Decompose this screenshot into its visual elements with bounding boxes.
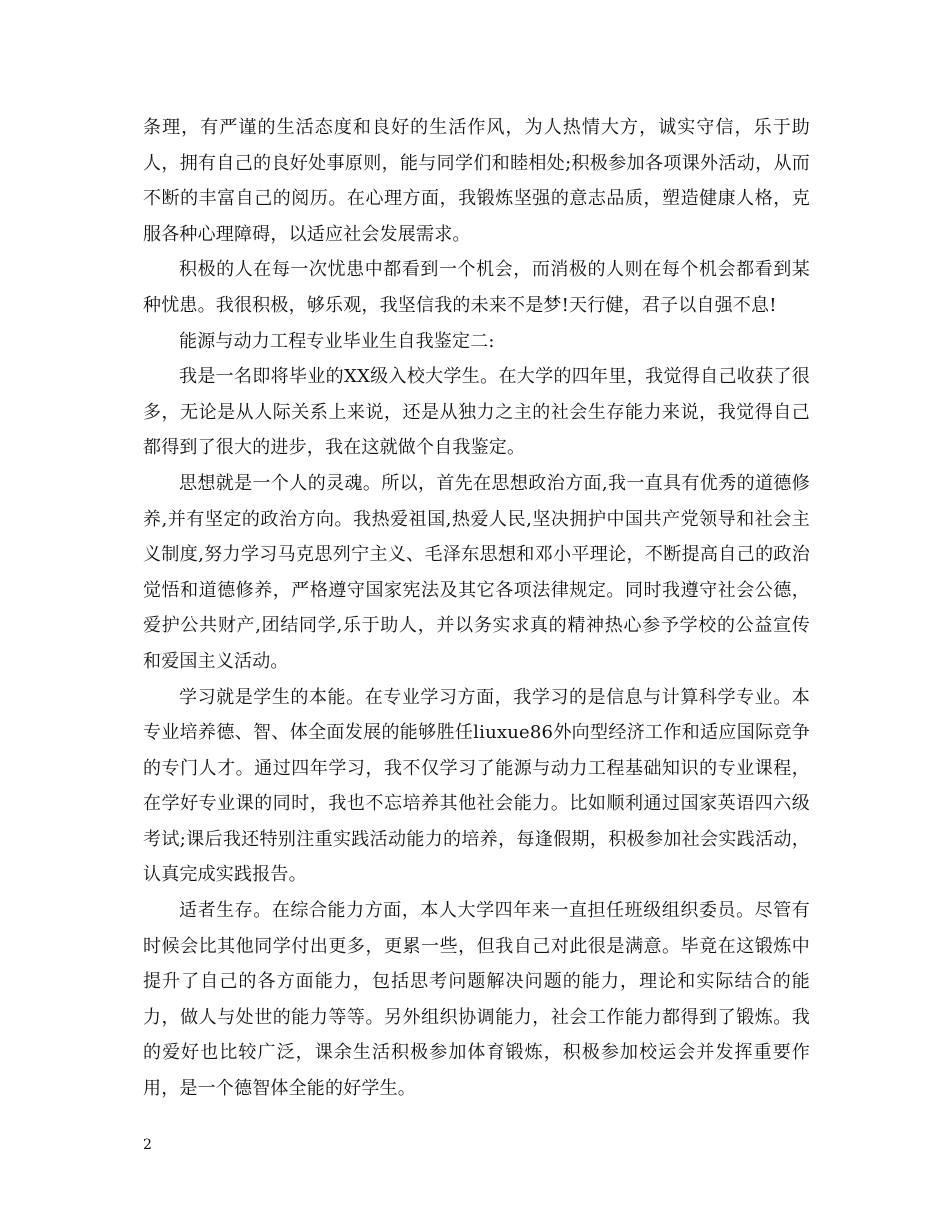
paragraph-study: 学习就是学生的本能。在专业学习方面，我学习的是信息与计算科学专业。本专业培养德、智、体全面发展的能够胜任liuxue86外向型经济工作和适应国际竞争的专门人才。通过四年学习，我不仅学习了能源与动力工程基础知识的专业课程，在学好专业课的同时，我也不忘培养其他社会能力。比如顺利通过国家英语四六级考试;课后我还特别注重实践活动能力的培养，每逢假期，积极参加社会实践活动，认真完成实践报告。 [143,686,810,886]
paragraph-optimism: 积极的人在每一次忧患中都看到一个机会，而消极的人则在每个机会都看到某种忧患。我很积极，够乐观，我坚信我的未来不是梦!天行健，君子以自强不息! [143,259,810,316]
page-number: 2 [143,1137,152,1153]
paragraph-ideology: 思想就是一个人的灵魂。所以，首先在思想政治方面,我一直具有优秀的道德修养,并有坚定的政治方向。我热爱祖国,热爱人民,坚决拥护中国共产党领导和社会主义制度,努力学习马克思列宁主义、毛泽东思想和邓小平理论，不断提高自己的政治觉悟和道德修养，严格遵守国家宪法及其它各项法律规定。同时我遵守社会公德，爱护公共财产,团结同学,乐于助人，并以务实求真的精神热心参予学校的公益宣传和爱国主义活动。 [143,472,810,672]
section-heading: 能源与动力工程专业毕业生自我鉴定二: [179,330,495,352]
document-body [143,110,810,1107]
paragraph-abilities: 适者生存。在综合能力方面，本人大学四年来一直担任班级组织委员。尽管有时候会比其他同学付出更多，更累一些，但我自己对此很是满意。毕竟在这锻炼中提升了自己的各方面能力，包括思考问题解决问题的能力，理论和实际结合的能力，做人与处世的能力等等。另外组织协调能力，社会工作能力都得到了锻炼。我的爱好也比较广泛，课余生活积极参加体育锻炼，积极参加校运会并发挥重要作用，是一个德智体全能的好学生。 [143,900,810,1100]
paragraph-continuation: 条理，有严谨的生活态度和良好的生活作风，为人热情大方，诚实守信，乐于助人，拥有自己的良好处事原则，能与同学们和睦相处;积极参加各项课外活动，从而不断的丰富自己的阅历。在心理方面，我锻炼坚强的意志品质，塑造健康人格，克服各种心理障碍，以适应社会发展需求。 [143,117,810,245]
paragraph-intro: 我是一名即将毕业的XX级入校大学生。在大学的四年里，我觉得自己收获了很多，无论是从人际关系上来说，还是从独力之主的社会生存能力来说，我觉得自己都得到了很大的进步，我在这就做个自我鉴定。 [143,366,810,459]
